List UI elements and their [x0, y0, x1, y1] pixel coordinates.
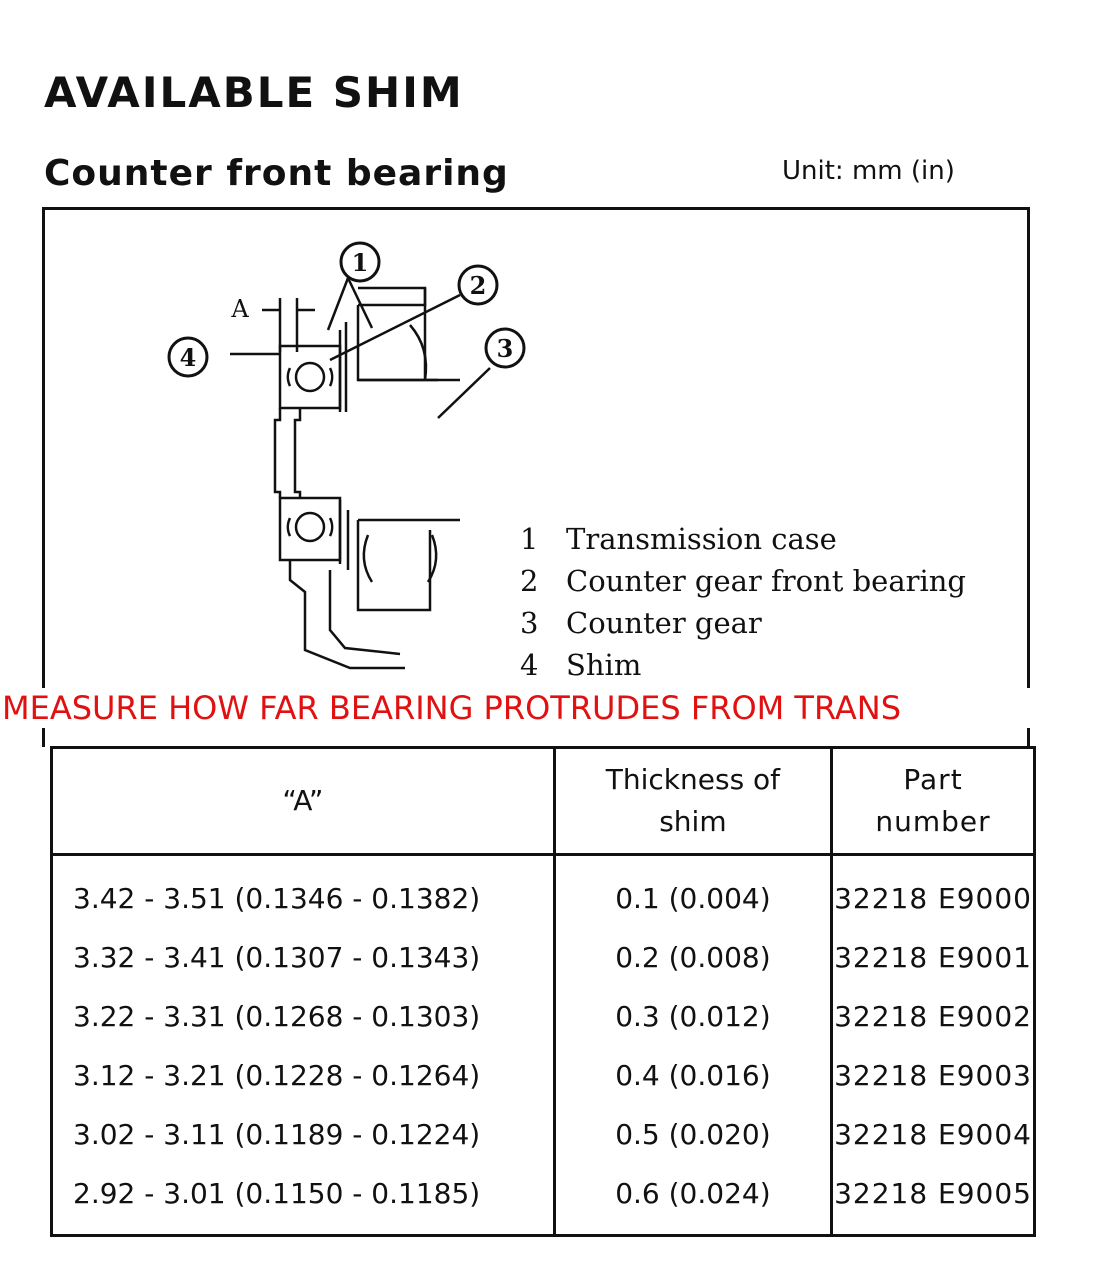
- table-row: [52, 987, 1035, 1046]
- table-header-row: [52, 748, 1035, 855]
- cell-part-number: 32218 E9005: [832, 1164, 1035, 1236]
- legend-item: 1 Transmission case: [520, 522, 837, 556]
- shim-table: [50, 746, 1036, 1237]
- header-thickness: Thickness of shim: [554, 748, 831, 855]
- cell-a: 3.02 - 3.11 (0.1189 - 0.1224): [52, 1105, 555, 1164]
- legend-item: 4 Shim: [520, 648, 642, 682]
- cell-a: 3.22 - 3.31 (0.1268 - 0.1303): [52, 987, 555, 1046]
- cell-a: 3.42 - 3.51 (0.1346 - 0.1382): [52, 855, 555, 929]
- header-part-number: Part number: [832, 748, 1035, 855]
- cell-part-number: 32218 E9004: [832, 1105, 1035, 1164]
- cell-a: 2.92 - 3.01 (0.1150 - 0.1185): [52, 1164, 555, 1236]
- table-row: [52, 928, 1035, 987]
- cell-a: 3.12 - 3.21 (0.1228 - 0.1264): [52, 1046, 555, 1105]
- cell-thickness: 0.4 (0.016): [554, 1046, 831, 1105]
- cell-part-number: 32218 E9000: [832, 855, 1035, 929]
- section-title: Counter front bearing: [44, 153, 509, 194]
- callout-2: 2: [469, 271, 487, 300]
- dimension-a-label: A: [231, 295, 249, 323]
- page-title: AVAILABLE SHIM: [44, 68, 464, 117]
- cell-a: 3.32 - 3.41 (0.1307 - 0.1343): [52, 928, 555, 987]
- cell-part-number: 32218 E9002: [832, 987, 1035, 1046]
- cell-thickness: 0.1 (0.004): [554, 855, 831, 929]
- legend-item: 3 Counter gear: [520, 606, 762, 640]
- legend-item: 2 Counter gear front bearing: [520, 564, 966, 598]
- cell-thickness: 0.2 (0.008): [554, 928, 831, 987]
- cell-part-number: 32218 E9001: [832, 928, 1035, 987]
- table-row: [52, 855, 1035, 929]
- legend-list: [516, 518, 966, 686]
- table-row: [52, 1105, 1035, 1164]
- callout-4: 4: [179, 343, 197, 372]
- cell-thickness: 0.5 (0.020): [554, 1105, 831, 1164]
- callout-3: 3: [496, 334, 514, 363]
- table-row: [52, 1164, 1035, 1236]
- cell-part-number: 32218 E9003: [832, 1046, 1035, 1105]
- unit-label: Unit: mm (in): [782, 156, 955, 186]
- callout-1: 1: [351, 248, 369, 277]
- bearing-diagram: [140, 230, 540, 680]
- header-a: “A”: [52, 748, 555, 855]
- table-row: [52, 1046, 1035, 1105]
- cell-thickness: 0.3 (0.012): [554, 987, 831, 1046]
- cell-thickness: 0.6 (0.024): [554, 1164, 831, 1236]
- measurement-note: MEASURE HOW FAR BEARING PROTRUDES FROM TRANS: [0, 688, 1042, 728]
